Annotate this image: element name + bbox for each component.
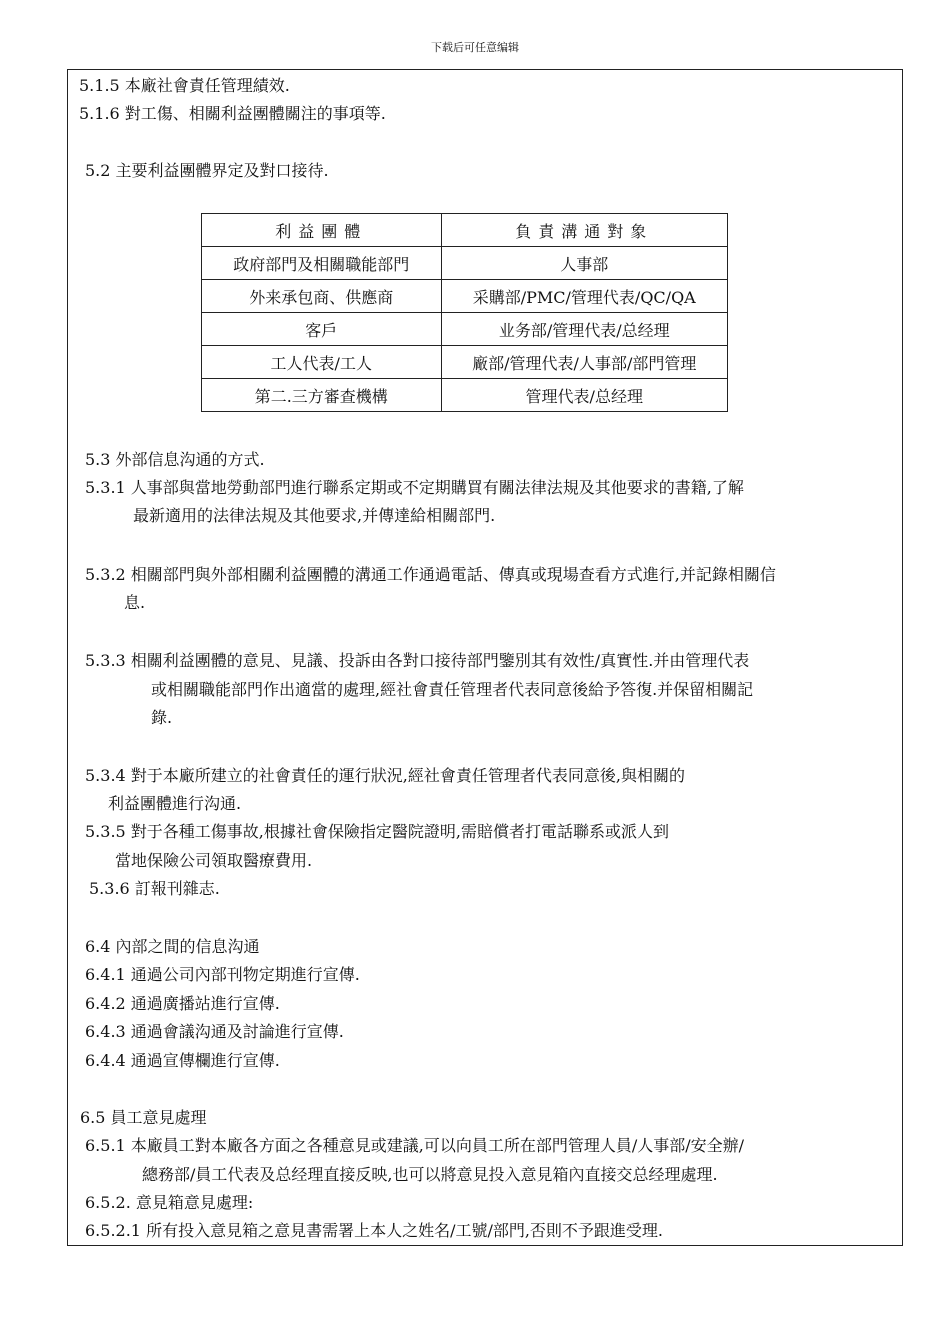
table-cell: 廠部/管理代表/人事部/部門管理 [441,346,728,379]
text-line: 5.3.6 訂報刊雜志. [89,879,220,898]
section-heading: 6.5 員工意見處理 [80,1108,207,1127]
table-cell: 外来承包商、供應商 [202,280,442,313]
text-line: 5.3.4 對于本廠所建立的社會責任的運行狀況,經社會責任管理者代表同意後,與相關的 [85,766,685,785]
table-row [202,379,728,412]
stakeholder-table [201,213,728,412]
section-heading: 5.2 主要利益團體界定及對口接待. [85,161,329,180]
table-header-cell: 負責溝通對象 [441,214,728,247]
table-cell: 工人代表/工人 [202,346,442,379]
text-line: 5.3.1 人事部與當地勞動部門進行聯系定期或不定期購買有關法律法規及其他要求的書籍,了解 [85,478,744,497]
text-line: 當地保險公司領取醫療費用. [115,851,313,870]
section-heading: 5.3 外部信息沟通的方式. [85,450,265,469]
text-line: 6.4.1 通過公司內部刊物定期進行宣傳. [85,965,360,984]
text-line: 5.3.5 對于各種工傷事故,根據社會保險指定醫院證明,需賠償者打電話聯系或派人到 [85,822,669,841]
text-line: 利益團體進行沟通. [108,794,242,813]
text-line: 最新適用的法律法規及其他要求,并傳達給相關部門. [133,506,496,525]
table-row [202,346,728,379]
text-line: 6.4.2 通過廣播站進行宣傳. [85,994,280,1013]
table-cell: 第二.三方審查機構 [202,379,442,412]
text-line: 6.5.2. 意見箱意見處理: [85,1193,254,1212]
table-cell: 管理代表/总经理 [441,379,728,412]
text-line: 6.5.2.1 所有投入意見箱之意見書需署上本人之姓名/工號/部門,否則不予跟進受理. [85,1221,664,1240]
table-header-row [202,214,728,247]
text-line: 息. [124,593,146,612]
text-line: 6.4.3 通過會議沟通及討論進行宣傳. [85,1022,344,1041]
text-line: 或相關職能部門作出適當的處理,經社會責任管理者代表同意後給予答復.并保留相關記 [151,680,754,699]
text-line: 5.1.6 對工傷、相關利益團體關注的事項等. [79,104,386,123]
page-header: 下载后可任意编辑 [431,41,519,54]
table-row [202,247,728,280]
table-row [202,280,728,313]
text-line: 6.4.4 通過宣傳欄進行宣傳. [85,1051,280,1070]
text-line: 5.3.3 相關利益團體的意見、見議、投訴由各對口接待部門鑒別其有效性/真實性.并由管理代表 [85,651,750,670]
table-cell: 人事部 [441,247,728,280]
table-cell: 客戶 [202,313,442,346]
text-line: 6.5.1 本廠員工對本廠各方面之各種意見或建議,可以向員工所在部門管理人員/人事部/安全辦/ [85,1136,745,1155]
text-line: 錄. [151,708,173,727]
table-cell: 业务部/管理代表/总经理 [441,313,728,346]
table-cell: 采購部/PMC/管理代表/QC/QA [441,280,728,313]
table-cell: 政府部門及相關職能部門 [202,247,442,280]
table-header-cell: 利益團體 [202,214,442,247]
section-heading: 6.4 內部之間的信息沟通 [85,937,260,956]
text-line: 總務部/員工代表及总经理直接反映,也可以將意見投入意見箱內直接交总经理處理. [142,1165,718,1184]
text-line: 5.3.2 相關部門與外部相關利益團體的溝通工作通過電話、傳真或現場查看方式進行,并記錄相關信 [85,565,776,584]
table-row [202,313,728,346]
text-line: 5.1.5 本廠社會責任管理績效. [79,76,290,95]
